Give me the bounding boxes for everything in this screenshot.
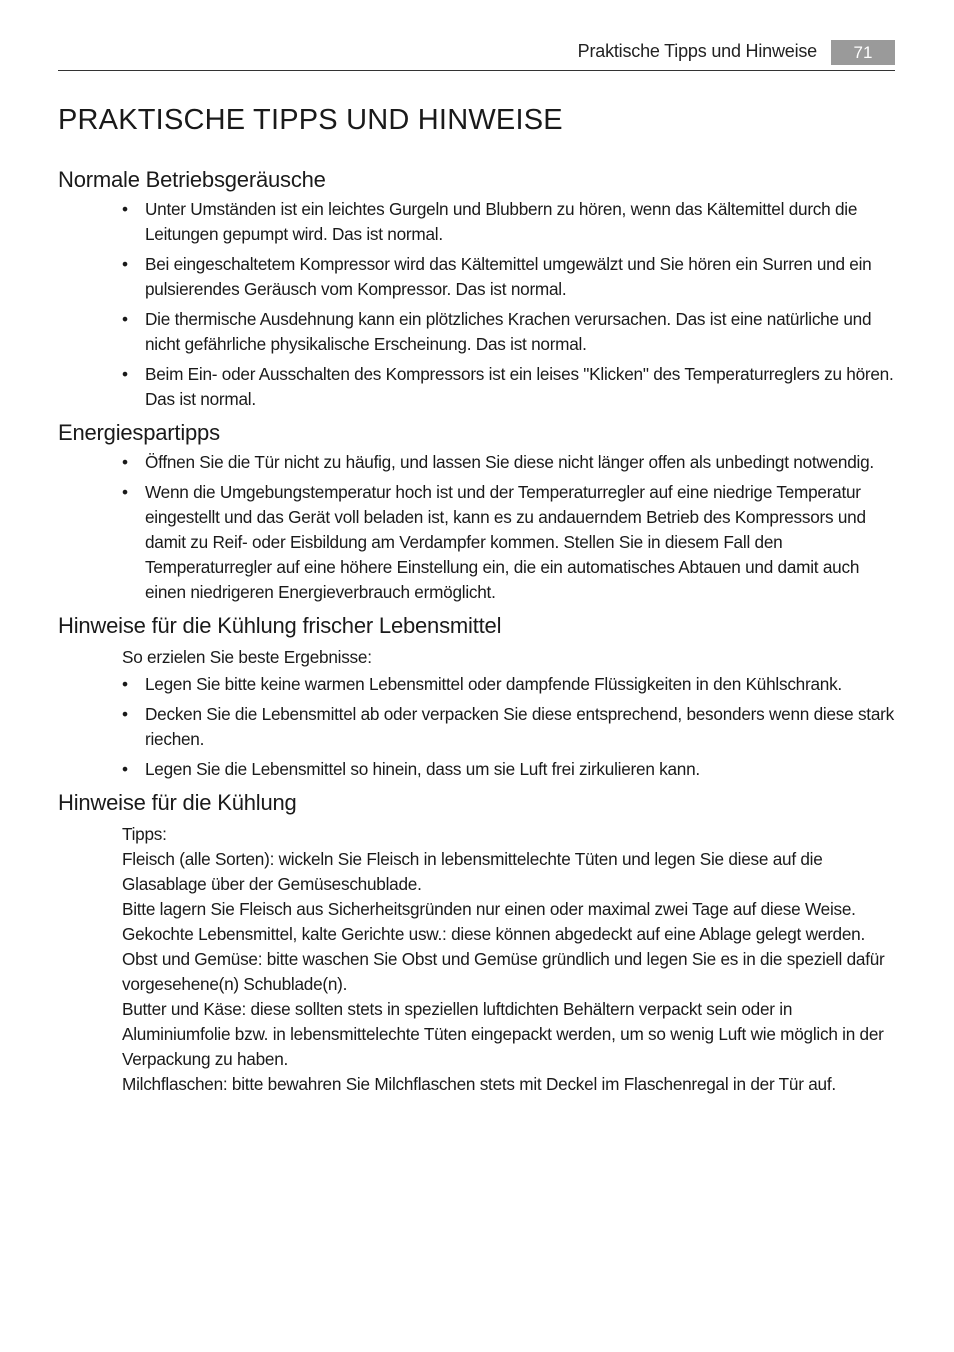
bullet-icon: • (122, 482, 128, 502)
section-operating-noises (58, 165, 895, 412)
running-header (58, 40, 895, 71)
list-item: • Öffnen Sie die Tür nicht zu häufig, und lassen Sie diese nicht länger offen als unbedingt notwendig. (58, 450, 895, 475)
bullet-icon: • (122, 759, 128, 779)
bullet-list (58, 197, 895, 412)
section-heading: Energiespartipps (58, 420, 220, 445)
tips-paragraph: Milchflaschen: bitte bewahren Sie Milchflaschen stets mit Deckel im Flaschenregal in der Tür auf. (122, 1074, 836, 1094)
bullet-icon: • (122, 309, 128, 329)
bullet-icon: • (122, 704, 128, 724)
list-item: • Beim Ein- oder Ausschalten des Kompressors ist ein leises "Klicken" des Temperaturreglers zu hören. Das ist normal. (122, 364, 894, 409)
page-number: 71 (831, 40, 895, 65)
running-title: Praktische Tipps und Hinweise (577, 41, 817, 61)
list-item: • Bei eingeschaltetem Kompressor wird das Kältemittel umgewälzt und Sie hören ein Surren und ein pulsierendes Geräusch vom Kompressor. Das ist normal. (122, 254, 872, 299)
section-fresh-food-cooling (58, 611, 895, 782)
tips-paragraph: Obst und Gemüse: bitte waschen Sie Obst und Gemüse gründlich und legen Sie es in die speziell dafür vorgesehene(n) Schublade(n). (122, 949, 885, 994)
section-heading: Hinweise für die Kühlung frischer Lebensmittel (58, 613, 502, 638)
tips-block (58, 822, 895, 1097)
bullet-list (58, 672, 895, 782)
bullet-icon: • (122, 254, 128, 274)
bullet-icon: • (122, 452, 128, 472)
list-item: • Wenn die Umgebungstemperatur hoch ist und der Temperaturregler auf eine niedrige Temperatur eingestellt und das Gerät voll beladen ist, kann es zu andauerndem Betrieb des Kompressors und damit zu Reif- oder Eisbildung am Verdampfer kommen. Stellen Sie in diesem Fall den Temperaturregler auf eine höhere Einstellung ein, die ein automatisches Abtauen und damit auch einen niedrigeren Energieverbrauch ermöglicht. (122, 482, 866, 602)
list-item: • Legen Sie bitte keine warmen Lebensmittel oder dampfende Flüssigkeiten in den Kühlschrank. (58, 672, 895, 697)
section-heading: Hinweise für die Kühlung (58, 790, 297, 815)
list-item: • Unter Umständen ist ein leichtes Gurgeln und Blubbern zu hören, wenn das Kältemittel durch die Leitungen gepumpt wird. Das ist normal. (122, 199, 858, 244)
tips-paragraph: Tipps: (122, 824, 167, 844)
list-item: • Legen Sie die Lebensmittel so hinein, dass um sie Luft frei zirkulieren kann. (58, 757, 895, 782)
list-item: • Decken Sie die Lebensmittel ab oder verpacken Sie diese entsprechend, besonders wenn diese stark riechen. (122, 704, 894, 749)
tips-paragraph: Fleisch (alle Sorten): wickeln Sie Fleisch in lebensmittelechte Tüten und legen Sie diese auf die Glasablage über der Gemüseschublade. (122, 849, 823, 894)
tips-paragraph: Butter und Käse: diese sollten stets in speziellen luftdichten Behältern verpackt sein oder in Aluminiumfolie bzw. in lebensmittelechte Tüten eingepackt werden, um so wenig Luft wie möglich in der Verpackung zu haben. (122, 999, 884, 1069)
bullet-icon: • (122, 674, 128, 694)
section-energy-tips (58, 418, 895, 605)
bullet-icon: • (122, 364, 128, 384)
bullet-icon: • (122, 199, 128, 219)
section-intro: So erzielen Sie beste Ergebnisse: (122, 647, 372, 667)
bullet-list (58, 450, 895, 605)
section-heading: Normale Betriebsgeräusche (58, 167, 326, 192)
page-content (58, 165, 895, 1103)
tips-paragraph: Bitte lagern Sie Fleisch aus Sicherheitsgründen nur einen oder maximal zwei Tage auf diese Weise. (122, 899, 856, 919)
page-title: PRAKTISCHE TIPPS UND HINWEISE (58, 104, 563, 136)
section-cooling-tips (58, 788, 895, 1097)
tips-paragraph: Gekochte Lebensmittel, kalte Gerichte usw.: diese können abgedeckt auf eine Ablage gelegt werden. (122, 924, 866, 944)
list-item: • Die thermische Ausdehnung kann ein plötzliches Krachen verursachen. Das ist eine natürliche und nicht gefährliche physikalische Erscheinung. Das ist normal. (122, 309, 872, 354)
